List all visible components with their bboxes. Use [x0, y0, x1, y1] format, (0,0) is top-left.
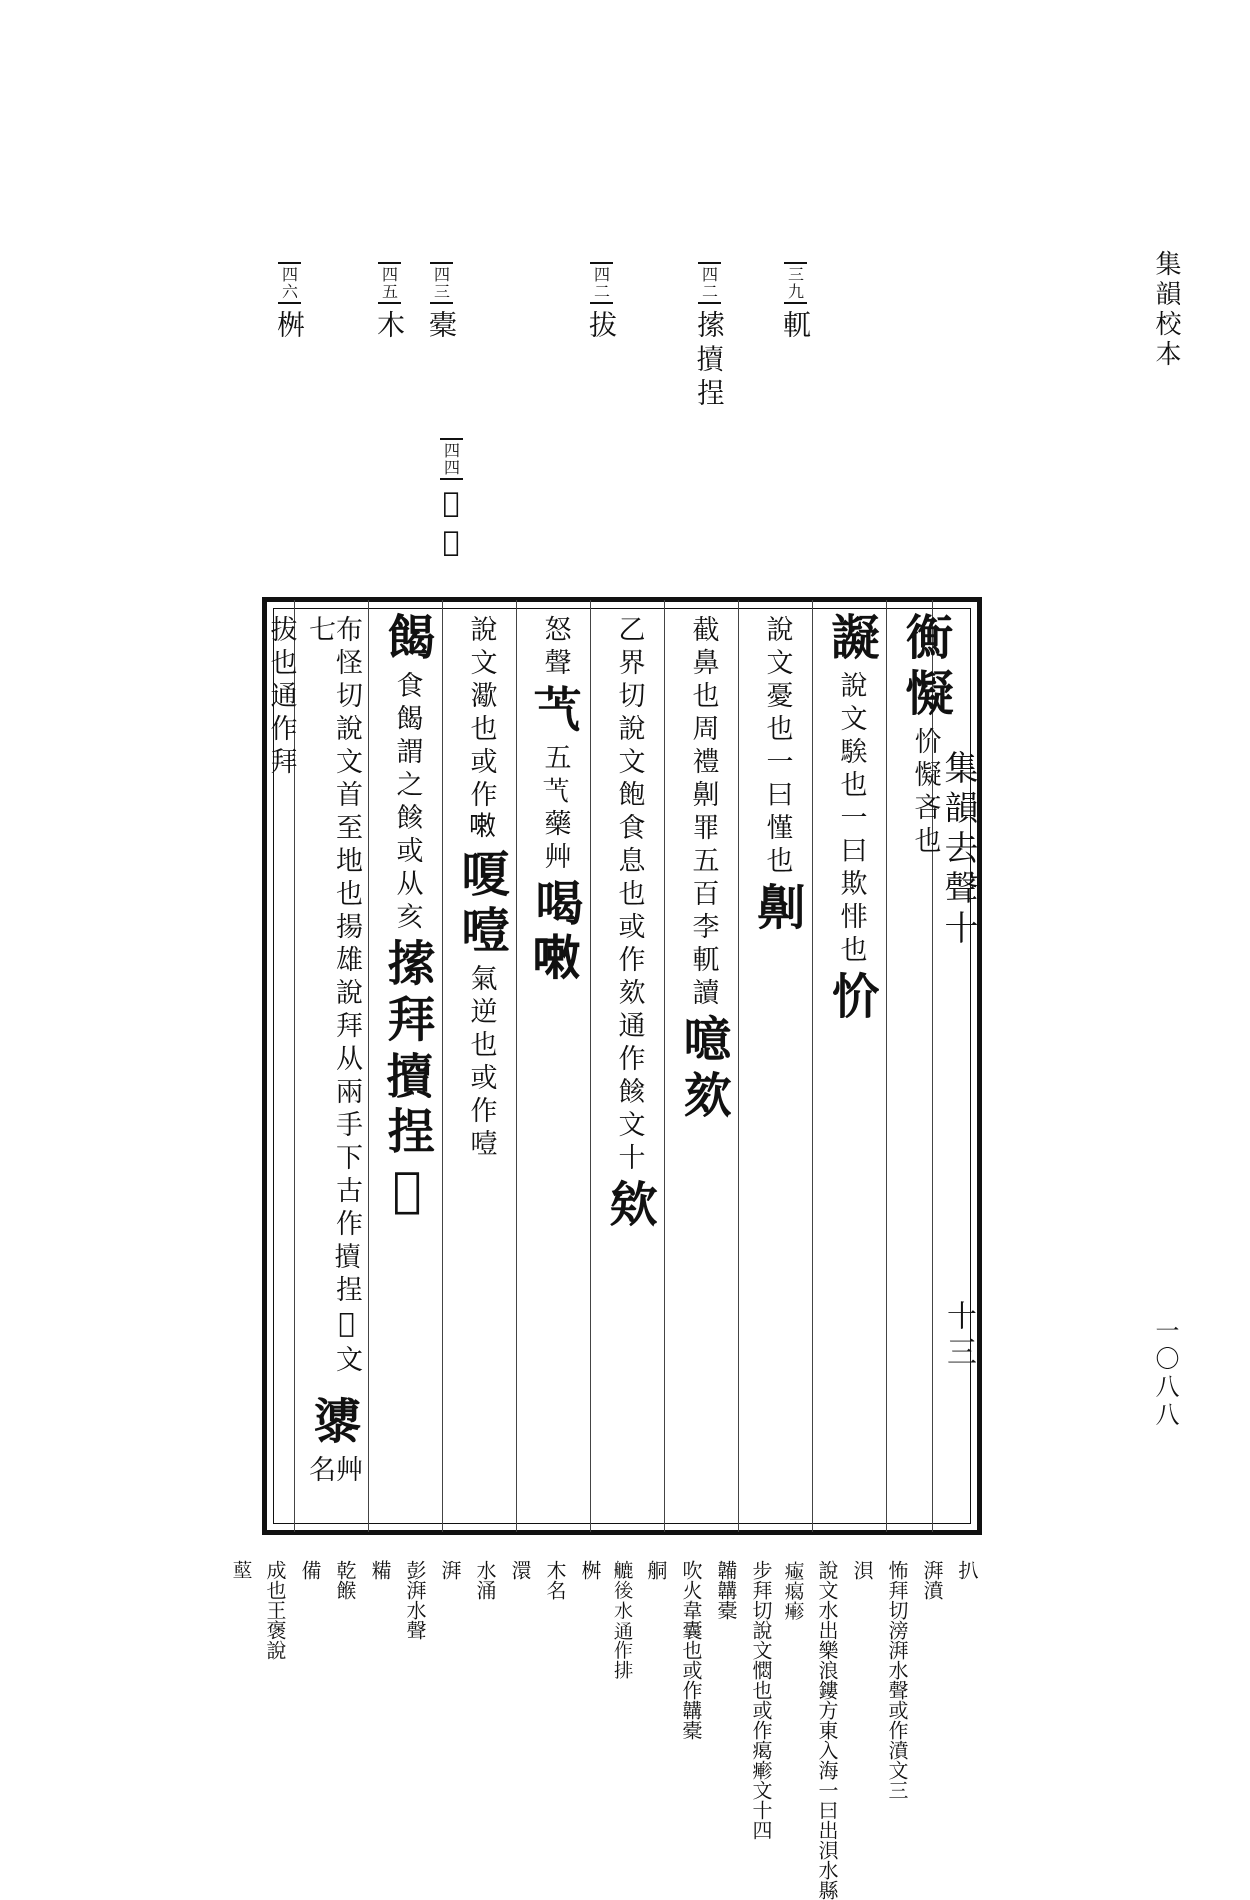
gloss: 說文騃也一曰欺悱也	[835, 671, 867, 968]
headword: 𦨴	[644, 1560, 668, 1580]
text-column	[592, 612, 666, 1522]
note-chars: 木	[373, 310, 406, 344]
gloss: 艸名	[304, 1454, 362, 1488]
text-column	[814, 612, 888, 1522]
note-number: 四五	[378, 262, 401, 304]
gloss: 說文憂也一曰慬也	[761, 615, 793, 879]
note-number: 四二	[698, 262, 721, 304]
continuation-strip	[230, 1560, 982, 1900]
gloss: 𦪇後水通作排	[611, 1560, 635, 1680]
gloss: 乾餱	[333, 1560, 357, 1600]
page-number: 一〇八八	[1151, 1318, 1179, 1430]
gloss: 木名	[543, 1560, 567, 1600]
collation-note	[578, 262, 624, 344]
gloss: 說文水出樂浪鏤方東入海一曰出浿水縣	[815, 1560, 839, 1900]
collation-note	[366, 262, 412, 344]
headword: 備	[298, 1560, 322, 1580]
headword: 嗄噎	[453, 849, 509, 961]
gloss: 忦懝吝也	[909, 727, 941, 859]
headword: 欸	[601, 1179, 657, 1235]
headword: 桝	[578, 1560, 602, 1580]
note-number: 三九	[784, 262, 807, 304]
text-column	[370, 612, 444, 1522]
collation-note	[418, 438, 484, 564]
gloss: 氣逆也或作噎	[465, 964, 497, 1162]
note-number: 四六	[278, 262, 301, 304]
collation-note	[266, 262, 312, 344]
headword: 湃濆	[920, 1560, 944, 1600]
note-number: 四二	[590, 262, 613, 304]
gloss: 說文㵣也或作𠻳	[465, 615, 497, 846]
gloss: 布怪切說文首至地也揚雄說拜从兩手下古作𢷺挰𢰮文七	[304, 615, 362, 1378]
headword: 湃	[438, 1560, 462, 1580]
note-chars: 拔	[585, 310, 618, 344]
gloss: 五𦬈藥艸	[539, 743, 571, 875]
collation-note	[652, 262, 766, 412]
headword: 劓	[749, 882, 805, 938]
spine-title: 集韻去聲十	[938, 750, 978, 950]
note-chars: 𣡜𣡝	[434, 486, 468, 564]
gloss: 怖拜切滂湃水聲或作濆文三	[885, 1560, 909, 1800]
headword: 𦬈	[527, 684, 583, 740]
gloss: 吹火韋囊也或作韝橐	[679, 1560, 703, 1740]
headword: 浿	[850, 1560, 874, 1580]
headword: 𦸃	[230, 1560, 254, 1580]
headword: 韛韝橐	[714, 1560, 738, 1620]
note-chars: 橐	[425, 310, 458, 344]
gloss: 食餲謂之餩或从亥	[391, 671, 423, 935]
text-column	[740, 612, 814, 1522]
text-column	[888, 612, 962, 1522]
headword: 扒	[955, 1560, 979, 1580]
headword: 喝𠻳	[527, 878, 583, 990]
headword: 𣿀	[305, 1395, 361, 1452]
gloss: 怒聲	[539, 615, 571, 681]
collation-note	[772, 262, 818, 344]
headword: 餲	[379, 612, 435, 668]
note-number: 四三	[430, 262, 453, 304]
text-column	[666, 612, 740, 1522]
gloss: 步拜切說文㦖也或作𤸎𤺋文十四	[749, 1560, 773, 1840]
note-chars: 桝	[273, 310, 306, 344]
spine-page: 十三	[941, 1300, 976, 1372]
gloss: 成也王褒說	[263, 1560, 287, 1660]
note-chars: 軏	[779, 310, 812, 344]
headword: 噫欬	[675, 1014, 731, 1126]
headword: 澴	[508, 1560, 532, 1580]
text-column	[296, 612, 370, 1522]
headword: 譺	[823, 612, 879, 668]
gloss: 拔也通作拜	[265, 615, 297, 780]
text-column	[266, 612, 296, 1522]
headword: 𢖍懝	[897, 612, 953, 724]
book-title: 集韻校本	[1151, 250, 1181, 370]
text-column	[444, 612, 518, 1522]
gloss: 水涌	[473, 1560, 497, 1600]
note-number: 四四	[440, 438, 463, 480]
headword: 𤷉𤸎𤺋	[782, 1560, 806, 1620]
headword: 糒	[368, 1560, 392, 1580]
text-column	[518, 612, 592, 1522]
gloss: 彭湃水聲	[403, 1560, 427, 1640]
headword: 忦	[823, 971, 879, 1027]
note-chars: 𢱢𢷺挰	[693, 310, 726, 412]
gloss: 乙界切說文飽食息也或作欬通作餩文十	[613, 615, 645, 1176]
gloss: 截鼻也周禮劓罪五百李軏讀	[687, 615, 719, 1011]
collation-note	[418, 262, 464, 344]
headword: 𢱢拜𢷺挰𢰮	[379, 938, 435, 1226]
